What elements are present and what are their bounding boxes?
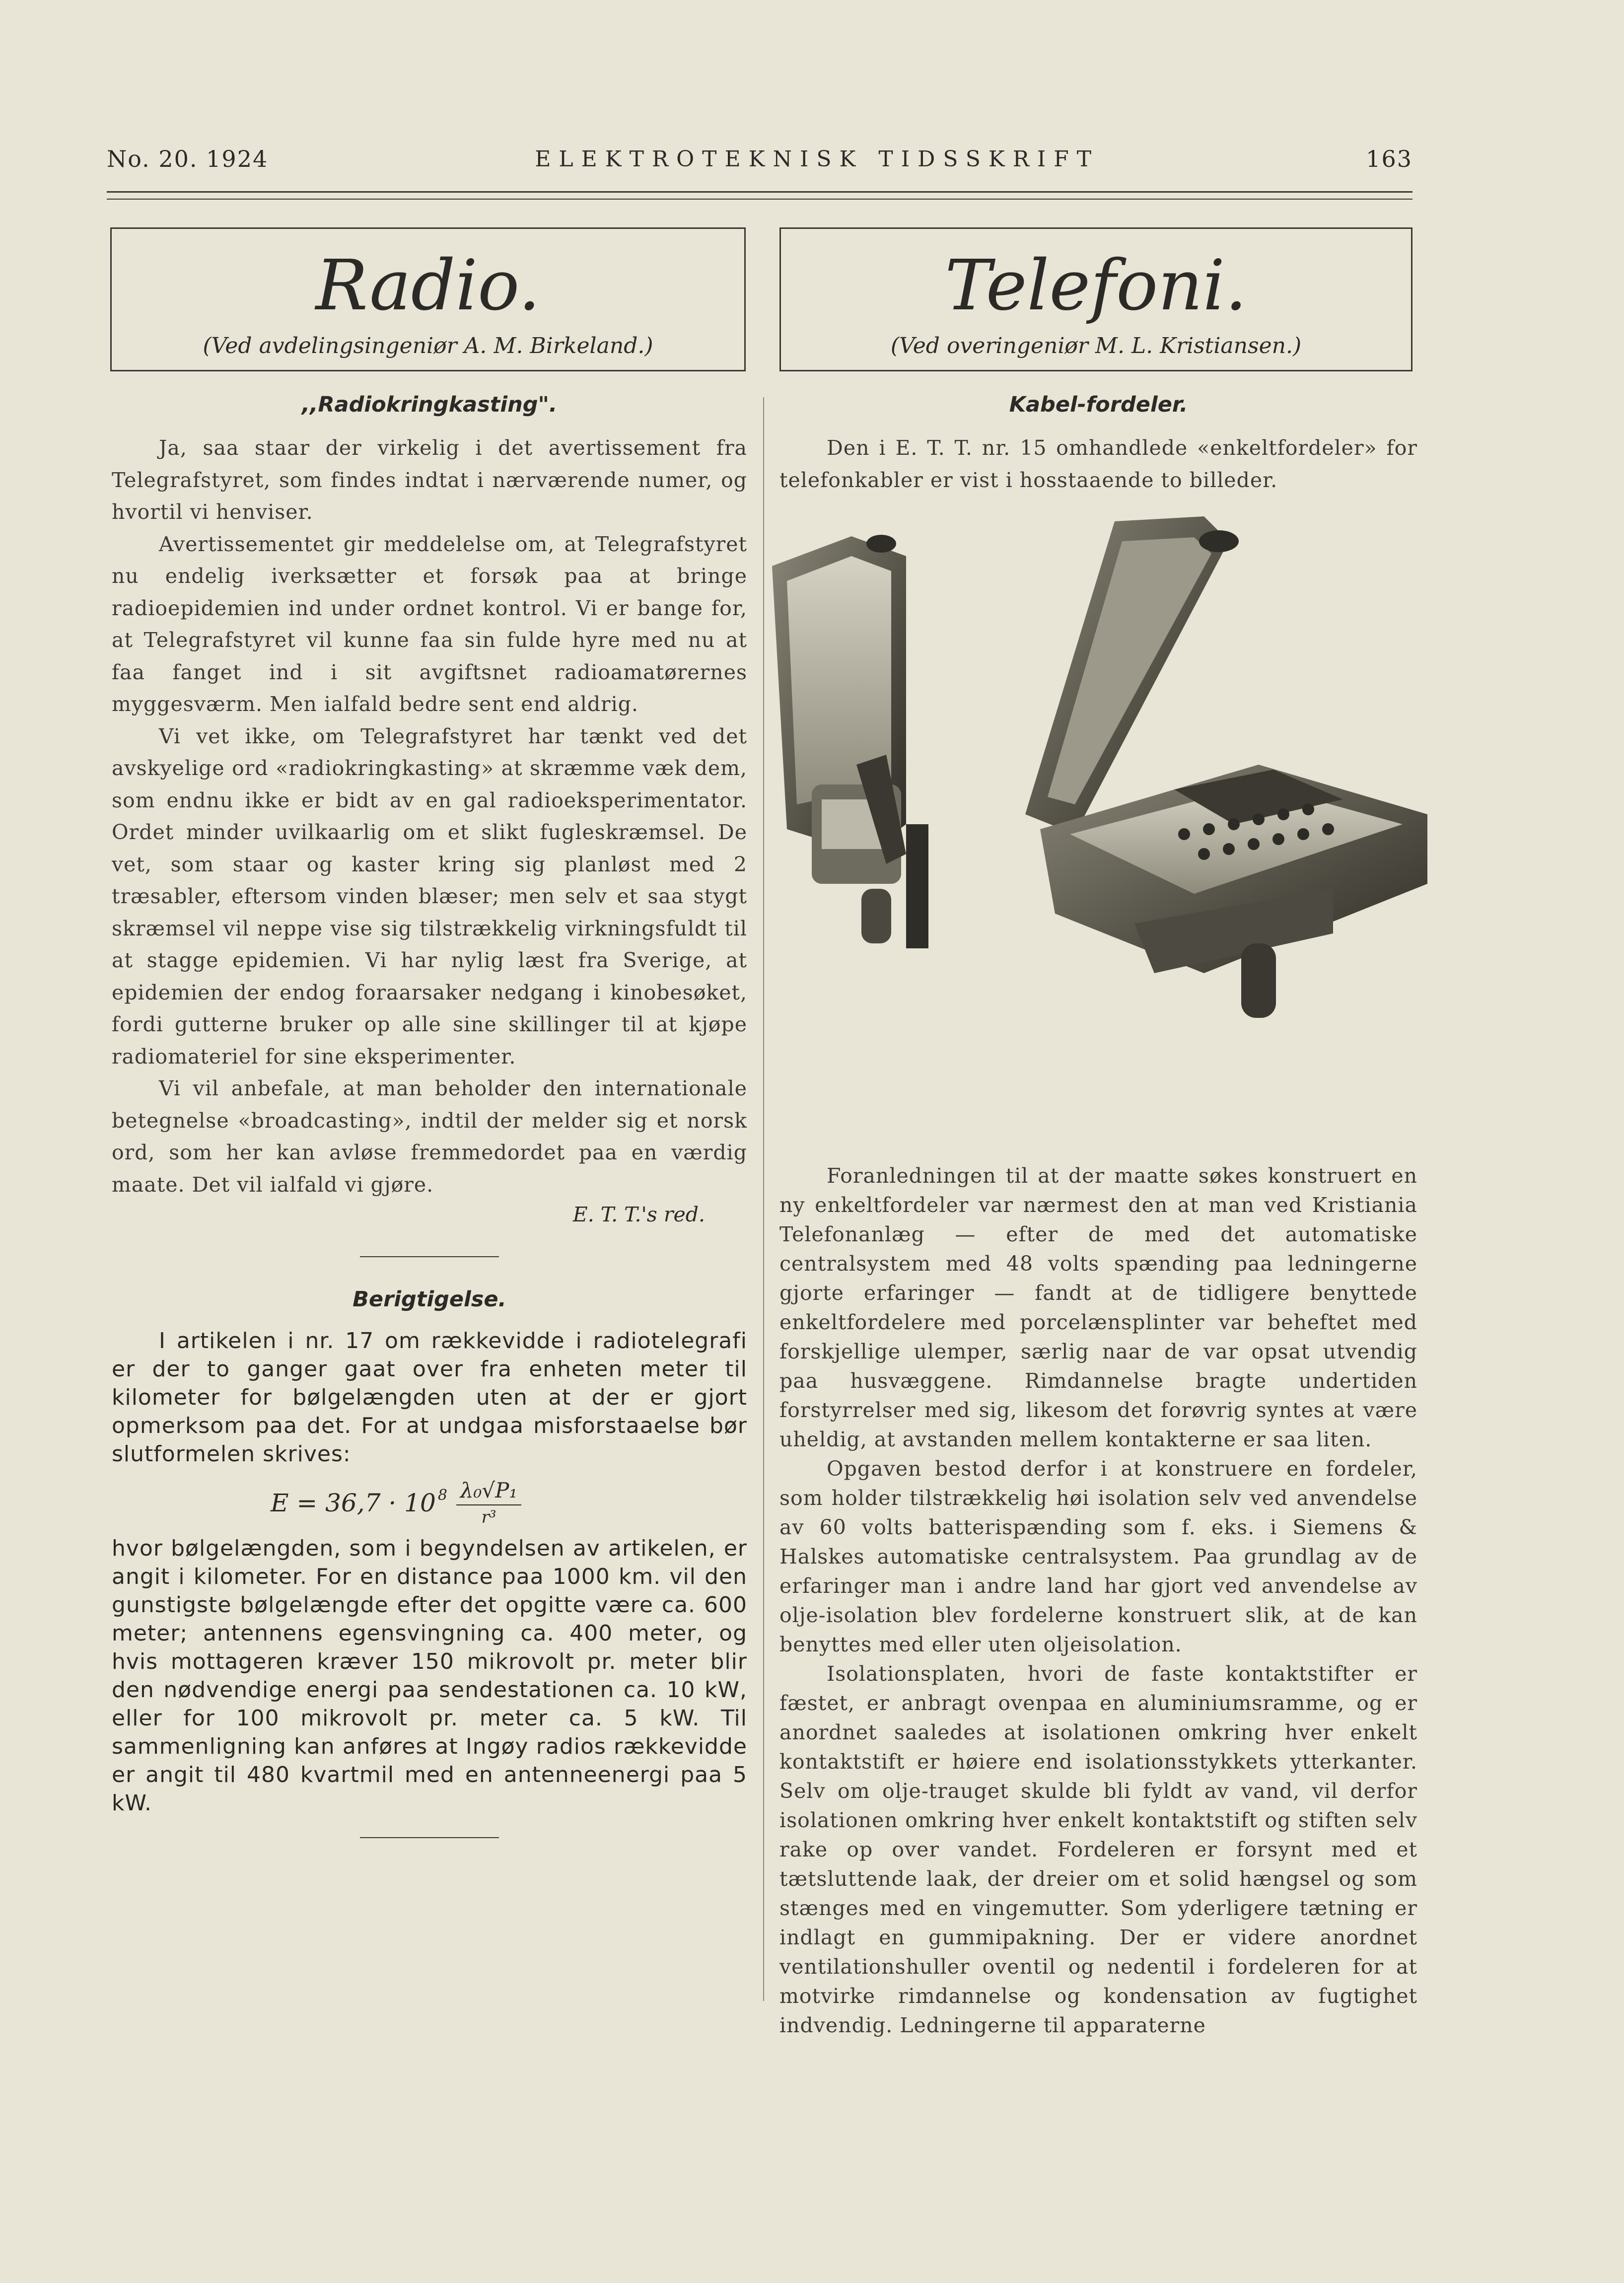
formula-lhs: E = 36,7 · 10 [271,1488,436,1517]
header-rule [107,191,1412,200]
journal-title: ELEKTROTEKNISK TIDSSKRIFT [535,146,1100,172]
formula [271,1478,747,1527]
formula-denominator: r³ [481,1507,496,1527]
article-paragraph: Foranledningen til at der maatte søkes konstruert en ny enkeltfordeler var nærmest den at man ved Kristiania Telefonanlæg — efter de med det automatiske centralsystem med 48 volts spænding paa ledningerne gjorte erfaringer — fandt at de tidligere benyttede enkeltfordelere med porcelænsplinter var beheftet med forskjellige ulemper, særlig naar de var opsat utvendig paa husvæggene. Rimdannelse bragte undertiden forstyrrelser med sig, likesom det forøvrig syntes at være uheldig, at avstanden mellem kontakterne er saa liten. [779,1164,1417,1451]
correction-paragraph: hvor bølgelængden, som i begyndelsen av artikelen, er angit i kilometer. For en distance paa 1000 km. vil den gunstigste bølgelængde efter det opgitte være ca. 600 meter; antennens egensvingning ca. 400 meter, og hvis mottageren kræver 150 mikrovolt pr. meter blir den nødvendige energi paa sendestationen ca. 10 kW, eller for 100 mikrovolt pr. meter ca. 5 kW. Til sammenligning kan anføres at Ingøy radios rækkevidde er angit til 480 kvartmil med en antenneenergi paa 5 kW. [112,1536,747,1816]
article-paragraph: Ja, saa staar der virkelig i det avertissement fra Telegrafstyret, som findes indtat i nærværende numer, og hvortil vi henviser. [112,436,747,524]
page-number: 163 [1366,145,1412,172]
radio-byline: (Ved avdelingsingeniør A. M. Birkeland.) [203,333,653,358]
article-paragraph: Avertissementet gir meddelelse om, at Telegrafstyret nu endelig iverksætter et forsøk paa at bringe radioepidemien ind under ordnet kontrol. Vi er bange for, at Telegrafstyret vil kunne faa sin fulde hyre med nu at faa fanget ind i sit avgiftsnet radioamatørernes myggesværm. Men ialfald bedre sent end aldrig. [112,532,747,716]
berigtigelse-heading: Berigtigelse. [353,1287,506,1312]
formula-fraction [456,1478,521,1527]
radio-section-box [110,227,746,371]
telefoni-title: Telefoni. [945,245,1247,326]
editor-signature: E. T. T.'s red. [572,1203,705,1226]
radiokringkasting-heading: ,,Radiokringkasting". [301,392,558,417]
telefoni-byline: (Ved overingeniør M. L. Kristiansen.) [890,333,1302,358]
left-column [112,387,747,1868]
article-paragraph: Vi vet ikke, om Telegrafstyret har tænkt ved det avskyelige ord «radiokringkasting» at skræmme væk dem, som endnu ikke er bidt av en gal radioeksperimentator. Ordet minder uvilkaarlig om et slikt fugleskræmsel. De vet, som staar og kaster kring sig planløst med 2 træsabler, eftersom vinden blæser; men selv et saa stygt skræmsel vil neppe vise sig tilstrækkelig virkningsfuldt til at stagge epidemien. Vi har nylig læst fra Sverige, at epidemien der endog foraarsaker nedgang i kinobesøket, fordi gutterne bruker op alle sine skillinger til at kjøpe radiomateriel for sine eksperimenter. [112,724,747,1069]
kabel-fordeler-heading: Kabel-fordeler. [1009,392,1188,417]
issue-number: No. 20. 1924 [107,145,269,172]
formula-numerator: λ₀√P₁ [456,1478,521,1505]
correction-paragraph: I artikelen i nr. 17 om rækkevidde i radiotelegrafi er der to ganger gaat over fra enheten meter til kilometer for bølgelængden uten at der er gjort opmerksom paa det. For at undgaa misforstaaelse bør slutformelen skrives: [112,1328,747,1467]
section-rule [360,1256,499,1257]
cable-distributor-photos [757,506,1452,1127]
running-header [107,142,1412,176]
section-rule [360,1837,499,1838]
intro-paragraph: Den i E. T. T. nr. 15 omhandlede «enkeltfordeler» for telefonkabler er vist i hosstaaende to billeder. [779,436,1417,492]
small-distributor-photo [772,535,928,948]
telefoni-section-box [779,227,1412,371]
article-paragraph: Isolationsplaten, hvori de faste kontaktstifter er fæstet, er anbragt ovenpaa en aluminiumsramme, og er anordnet saaledes at isolationen omkring hver enkelt kontaktstift er høiere end isolationsstykkets ytterkanter. Selv om olje-trauget skulde bli fyldt av vand, vil derfor isolationen omkring hver enkelt kontaktstift og stiften selv rake op over vandet. Fordeleren er forsynt med et tætsluttende laak, der dreier om et solid hængsel og som stænges med en vingemutter. Som yderligere tætning er indlagt en gummipakning. Der er videre anordnet ventilationshuller oventil og nedentil i fordeleren for at motvirke rimdannelse og kondensation av fugtighet indvendig. Ledningerne til apparaterne [779,1662,1417,2037]
article-paragraph: Opgaven bestod derfor i at konstruere en fordeler, som holder tilstrækkelig høi isolation selv ved anvendelse av 60 volts batterispænding som f. eks. i Siemens & Halskes automatiske centralsystem. Paa grundlag av de erfaringer man i andre land har gjort ved anvendelse av olje-isolation blev fordelerne konstruert slik, at de kan benyttes med eller uten oljeisolation. [779,1457,1417,1656]
formula-exponent: 8 [437,1487,447,1504]
article-paragraph: Vi vil anbefale, at man beholder den internationale betegnelse «broadcasting», indtil der melder sig et norsk ord, som her kan avløse fremmedordet paa en værdig maate. Det vil ialfald vi gjøre. [112,1076,747,1197]
large-distributor-photo [1025,516,1427,1018]
radio-title: Radio. [315,245,541,326]
